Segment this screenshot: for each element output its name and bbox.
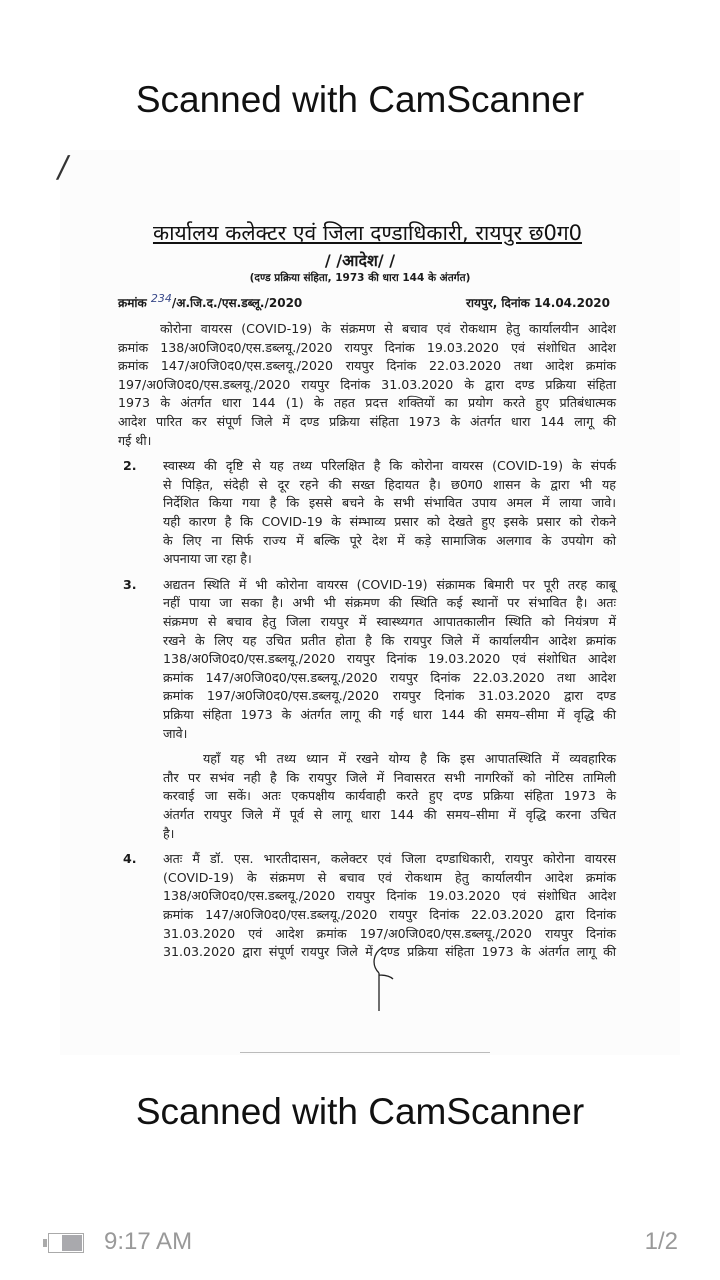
para-4-line: 31.03.2020 एवं आदेश क्रमांक 197/अ0जि0द0/एस.डब्लयू./2020 रायपुर दिनांक [163, 925, 616, 941]
para-3-line: प्रक्रिया संहिता 1973 के अंतर्गत लागू की गई धारा 144 की समय–सीमा में वृद्धि की [163, 707, 616, 722]
para-2-number: 2. [123, 458, 137, 474]
para-1-line: गई थी। [118, 432, 152, 448]
para-4-number: 4. [123, 851, 137, 867]
para-2-line: अपनाया जा रहा है। [163, 551, 252, 567]
para-1-line: क्रमांक 147/अ0जि0द0/एस.डब्लयू./2020 रायपुर दिनांक 22.03.2020 तथा आदेश क्रमांक [118, 358, 616, 374]
para-3b-line: तौर पर सभंव नही है कि रायपुर जिले में निवासरत सभी नागरिकों को नोटिस तामिली [163, 769, 616, 785]
page-indicator: 1/2 [644, 1228, 678, 1255]
signature-mark [365, 945, 405, 1015]
para-2-line: से पिड़ित, संदेही से दूर रहने की सख्त हिदायत है। छ0ग0 शासन के द्वारा भी यह [163, 476, 616, 492]
para-1-line: 1973 के अंतर्गत धारा 144 (1) के तहत प्रदत्त शक्तियों का प्रयोग करते हुए प्रतिबंधात्मक [118, 395, 616, 411]
para-3-line: 138/अ0जि0द0/एस.डब्लयू./2020 रायपुर दिनांक 19.03.2020 एवं संशोधित आदेश [163, 651, 616, 667]
battery-fill [62, 1235, 82, 1251]
para-2-line: के लिए ना सिर्फ राज्य में बल्कि पूरे देश में कड़े सामाजिक अलगाव के उपयोग को [163, 532, 616, 548]
para-3b-line: है। [163, 825, 175, 841]
corner-mark: / [54, 150, 72, 185]
para-3-line: रखने के लिए यह उचित प्रतीत होता है कि रायपुर जिले में कार्यालयीन आदेश क्रमांक [163, 632, 616, 648]
order-subheading: (दण्ड प्रक्रिया संहिता, 1973 की धारा 144 के अंतर्गत) [249, 272, 471, 284]
para-3-number: 3. [123, 576, 137, 592]
para-4-line: 31.03.2020 द्वारा संपूर्ण रायपुर जिले में दण्ड प्रक्रिया संहिता 1973 के अंतर्गत लागू की [163, 944, 616, 960]
battery-icon [48, 1233, 84, 1253]
order-number-suffix: /अ.जि.द./एस.डब्लू./2020 [171, 296, 303, 310]
para-1-line: आदेश पारित कर संपूर्ण जिले में दण्ड प्रक्रिया संहिता 1973 के अंतर्गत धारा 144 लागू की [118, 414, 616, 429]
para-4-line: 138/अ0जि0द0/एस.डब्लयू./2020 रायपुर दिनांक 19.03.2020 एवं संशोधित आदेश [163, 888, 616, 904]
order-heading: / /आदेश/ / [324, 251, 396, 270]
order-number [118, 292, 303, 311]
para-4-line: (COVID-19) के संक्रमण से बचाव एवं रोकथाम हेतु कार्यालयीन आदेश क्रमांक [163, 869, 616, 885]
place-date: रायपुर, दिनांक 14.04.2020 [466, 296, 610, 310]
para-3-line: क्रमांक 197/अ0जि0द0/एस.डब्लयू./2020 रायपुर दिनांक 31.03.2020 द्वारा दण्ड [163, 688, 616, 704]
para-2-line: स्वास्थ्य की दृष्टि से यह तथ्य परिलक्षित है कि कोरोना वायरस (COVID-19) के संपर्क [163, 458, 616, 474]
para-3b-line: अंतर्गत रायपुर जिले में पूर्व से लागू धारा 144 की समय–सीमा में वृद्धि करना उचित [163, 807, 616, 822]
status-time: 9:17 AM [104, 1228, 193, 1255]
para-2-line: यही कारण है कि COVID-19 के संम्भाव्य प्रसार को देखते हुए इसके प्रसार को रोकने [163, 514, 616, 529]
para-3-line: नहीं पाया जा सका है। अभी भी संक्रमण की स्थिति कई स्थानों पर संभावित है। अतः [163, 595, 616, 611]
watermark-top: Scanned with CamScanner [135, 79, 585, 120]
para-1-line: कोरोना वायरस (COVID-19) के संक्रमण से बचाव एवं रोकथाम हेतु कार्यालयीन आदेश [160, 321, 616, 336]
para-3b-line: यहाँ यह भी तथ्य ध्यान में रखने योग्य है कि इस आपातस्थिति में व्यवहारिक [203, 751, 616, 767]
page-divider [240, 1052, 490, 1053]
order-number-label: क्रमांक [118, 296, 147, 310]
para-3-line: जावे। [163, 725, 188, 741]
para-4-line: अतः मैं डॉ. एस. भारतीदासन, कलेक्टर एवं जिला दण्डाधिकारी, रायपुर कोरोना वायरस [163, 851, 616, 867]
para-4-line: क्रमांक 147/अ0जि0द0/एस.डब्लयू./2020 रायपुर दिनांक 22.03.2020 द्वारा दिनांक [163, 907, 616, 922]
order-number-handwritten: 234 [150, 292, 172, 305]
watermark-bottom: Scanned with CamScanner [135, 1091, 585, 1132]
para-3-line: अद्यतन स्थिति में भी कोरोना वायरस (COVID-19) संक्रामक बिमारी पर पूरी तरह काबू [163, 576, 616, 592]
para-2-line: निर्देशित किया गया है कि इससे बचने के सभी संभावित उपाय अमल में लाया जावे। [163, 495, 616, 511]
para-1-line: 197/अ0जि0द0/एस.डब्लयू./2020 रायपुर दिनांक 31.03.2020 के द्वारा दण्ड प्रक्रिया संहिता [118, 376, 616, 392]
para-3b-line: करवाई जा सकें। अतः एकपक्षीय कार्यवाही करते हुए दण्ड प्रक्रिया संहिता 1973 के [163, 788, 616, 804]
office-title: कार्यालय कलेक्टर एवं जिला दण्डाधिकारी, रायपुर छ0ग0 [152, 221, 583, 245]
para-3-line: संक्रमण से बचाव हेतु जिला रायपुर में स्वास्थ्यगत आपातकालीन स्थिति को नियंत्रण में [163, 614, 616, 629]
para-1-line: क्रमांक 138/अ0जि0द0/एस.डब्लयू./2020 रायपुर दिनांक 19.03.2020 एवं संशोधित आदेश [118, 339, 616, 355]
para-3-line: क्रमांक 147/अ0जि0द0/एस.डब्लयू./2020 रायपुर दिनांक 22.03.2020 तथा आदेश [163, 669, 616, 685]
